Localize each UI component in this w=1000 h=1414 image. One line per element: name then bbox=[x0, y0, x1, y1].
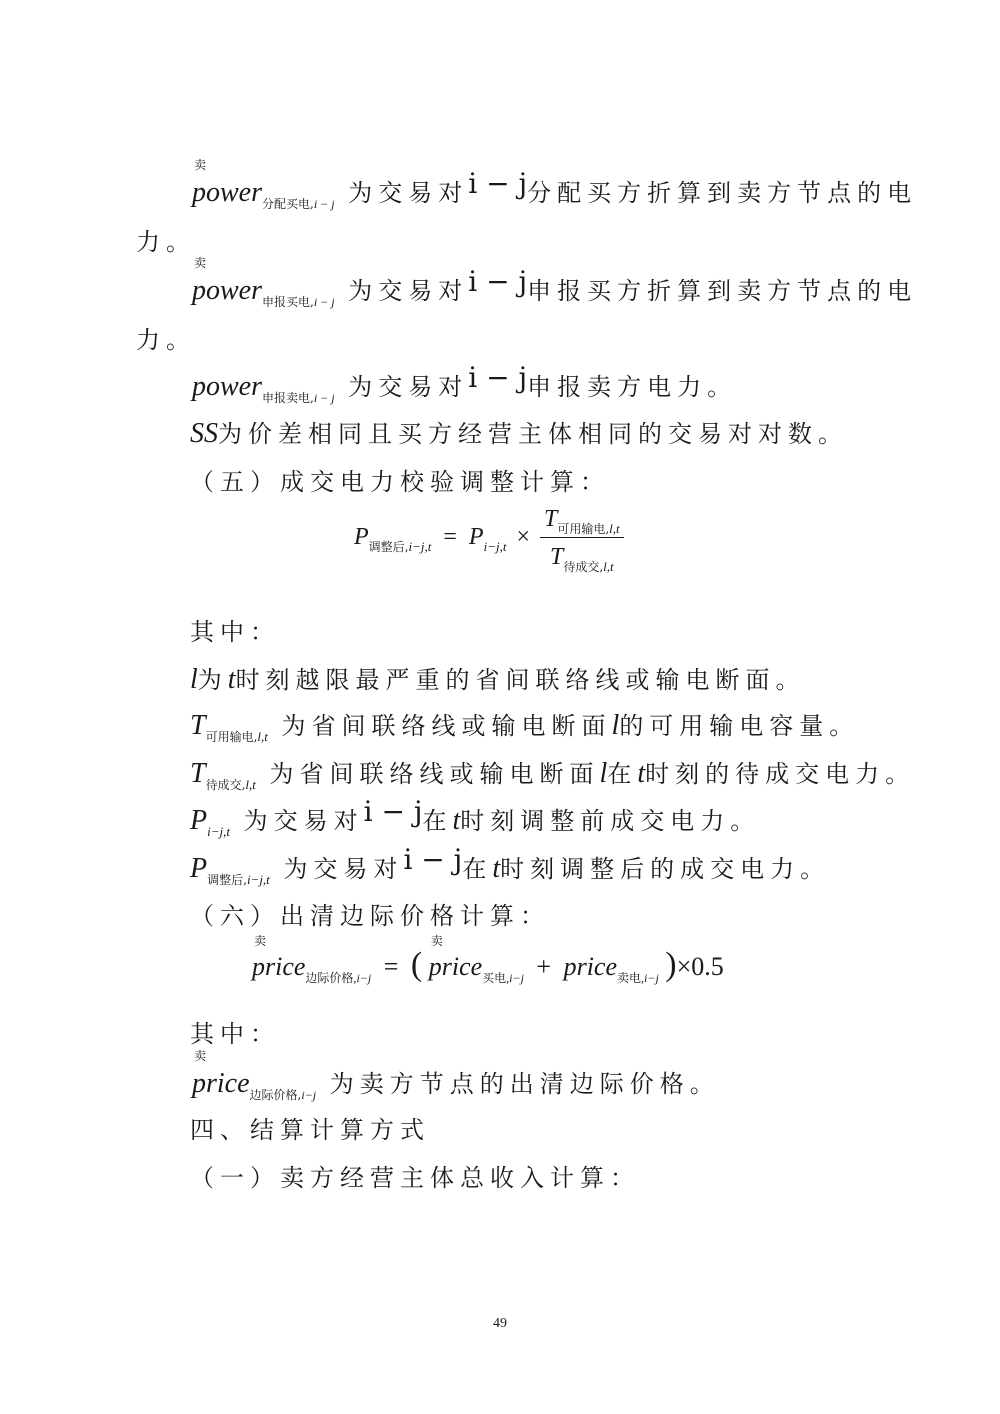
formula-marginal-price: price 卖 $_{边际价格,i-j}$ = ( price 卖 $_{买电,i-j}$ + price$_{卖电,i-j}$ )×0.5 bbox=[252, 934, 724, 985]
def-power-declared-sell: power$_{申报卖电,i - j}$ 为交易对i − j申报卖方电力。 bbox=[192, 361, 738, 405]
page-number: 49 bbox=[493, 1316, 507, 1331]
def-t-pending: $T_{待成交,l,t}$ 为省间联络线或输电断面l在t时刻的待成交电力。 bbox=[190, 758, 916, 792]
formula-adjusted-power: $P_{调整后,i-j,t} = P_{i-j,t}$ × $\frac{T_{可用输电,l,t}}{T_{待成交,l,t}}$ bbox=[354, 506, 624, 571]
def-l: l为t时刻越限最严重的省间联络线或输电断面。 bbox=[190, 664, 806, 695]
section-four-sub1: （一）卖方经营主体总收入计算： bbox=[190, 1164, 640, 1192]
def-t-available: $T_{可用输电,l,t}$ 为省间联络线或输电断面l的可用输电容量。 bbox=[190, 710, 860, 744]
where-label-2: 其中： bbox=[190, 1020, 280, 1048]
where-label: 其中： bbox=[190, 618, 280, 646]
def-power-declared-buy: power 卖 $_{申报买电,i - j}$ 为交易对i − j申报买方折算到卖方节点的电 bbox=[192, 256, 918, 309]
def-power-allocated-buy-cont: 力。 bbox=[136, 228, 196, 256]
def-ss: SS为价差相同且买方经营主体相同的交易对对数。 bbox=[190, 418, 848, 449]
fraction: $\frac{T_{可用输电,l,t}}{T_{待成交,l,t}}$ bbox=[540, 506, 624, 571]
def-power-declared-buy-cont: 力。 bbox=[136, 326, 196, 354]
section-5-heading: （五）成交电力校验调整计算： bbox=[190, 468, 610, 496]
def-marginal-price: price 卖 $_{边际价格,i-j}$ 为卖方节点的出清边际价格。 bbox=[192, 1049, 720, 1102]
def-p-ij: $P_{i-j,t}$ 为交易对i − j在t时刻调整前成交电力。 bbox=[190, 795, 761, 839]
section-four-heading: 四、结算计算方式 bbox=[190, 1116, 430, 1144]
def-p-adjusted: $P_{调整后,i-j,t}$ 为交易对i − j在t时刻调整后的成交电力。 bbox=[190, 843, 831, 887]
section-6-heading: （六）出清边际价格计算： bbox=[190, 902, 550, 930]
def-power-allocated-buy: power 卖 $_{分配买电,i - j}$ 为交易对i − j分配买方折算到卖方节点的电 bbox=[192, 158, 918, 211]
